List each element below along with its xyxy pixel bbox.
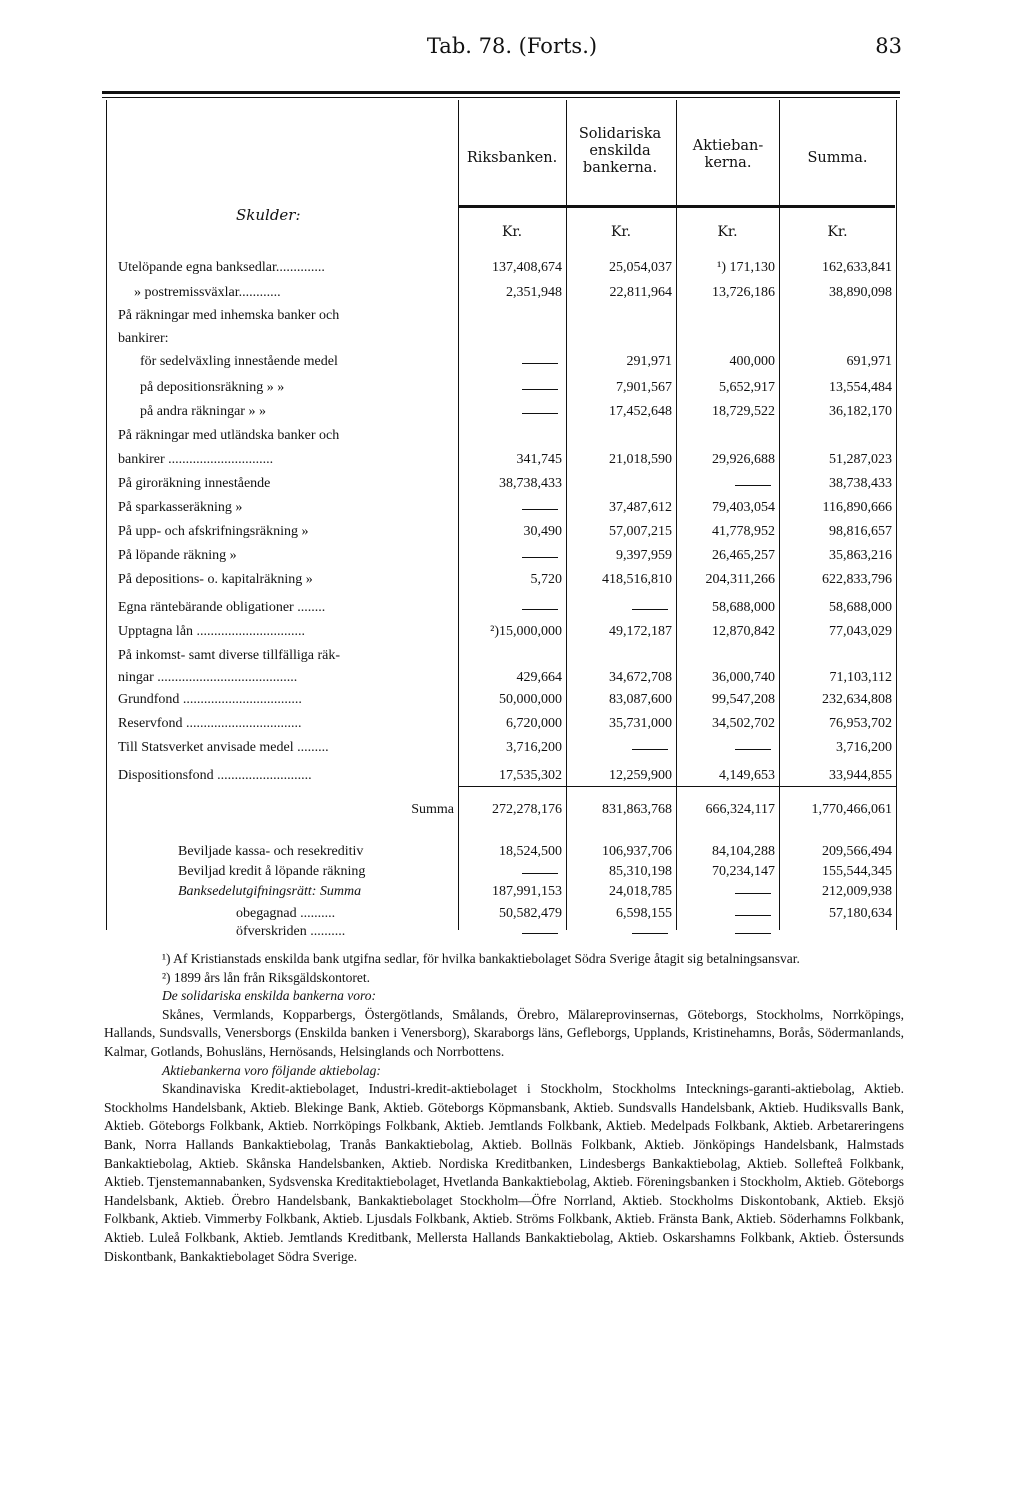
aktiebanker-list: Skandinaviska Kredit-aktiebolaget, Industri-kredit-aktiebolaget i Stockholm, Stockholms Intecknings-garanti-aktiebolag, Aktieb. Stockholms Handelsbank, Aktieb. Blekinge Bank, Aktieb. Göteborgs Köpmansbank, Aktieb. Sundsvalls Handelsbank, Aktieb. Hudiksvalls Bank, Aktieb. Göteborgs Folkbank, Aktieb. Norrköpings Folkbank, Aktieb. Jemtlands Folkbank, Aktieb. Medelpads Folkbank, Aktieb. Arbetareringens Bank, Norra Hallands Bankaktiebolag, Tranås Bankaktiebolag, Aktieb. Bollnäs Folkbank, Aktieb. Jönköpings Handelsbank, Halmstads Bankaktiebolag, Aktieb. Skånska Handelsbanken, Aktieb. Nordiska Kreditbanken, Lindesbergs Bankaktiebolag, Aktieb. Sollefteå Folkbank, Aktieb. Tjenstemannabanken, Sydsvenska Kreditaktiebolaget, Hvetlanda Bankaktiebolag, Aktieb. Föreningsbanken i Stockholm, Aktieb. Göteborgs Handelsbank, Aktieb. Örebro Handelsbank, Bankaktiebolaget Stockholm—Öfre Norrland, Aktieb. Stockholms Diskontobank, Aktieb. Eksjö Folkbank, Aktieb. Vimmerby Folkbank, Aktieb. Ljusdals Folkbank, Aktieb. Ströms Folkbank, Aktieb. Fränsta Bank, Aktieb. Söderhamns Folkbank, Aktieb. Luleå Folkbank, Aktieb. Jemtlands Kreditbank, Mellersta Hallands Bankaktiebolag, Aktieb. Oskarshamns Folkbank, Aktieb. Östersunds Diskontbank, Bankaktiebolaget Södra Sverige.: [104, 1081, 904, 1264]
cell-value: 418,516,810: [602, 572, 672, 587]
cell-value: 137,408,674: [492, 260, 562, 275]
row-label: på andra räkningar » »: [140, 404, 266, 419]
cell-value: 2,351,948: [506, 285, 562, 300]
empty-cell-dash: [522, 363, 558, 364]
row-label: På räkningar med utländska banker och: [118, 428, 340, 443]
row-label: Egna räntebärande obligationer ........: [118, 600, 326, 615]
solidariska-heading: De solidariska enskilda bankerna voro:: [162, 988, 376, 1004]
cell-value: 49,172,187: [609, 624, 672, 639]
cell-value: 77,043,029: [829, 624, 892, 639]
row-label: öfverskriden ..........: [236, 924, 346, 939]
row-label: Banksedelutgifningsrätt: Summa: [178, 884, 362, 899]
cell-value: 17,535,302: [499, 768, 562, 783]
top-rule: [102, 91, 900, 94]
row-label: bankirer ..............................: [118, 452, 274, 467]
cell-value: 58,688,000: [712, 600, 775, 615]
left-border: [106, 100, 107, 930]
cell-value: 13,554,484: [829, 380, 892, 395]
currency-label: Kr.: [501, 224, 523, 240]
empty-cell-dash: [735, 915, 771, 916]
row-label: Upptagna lån ...............................: [118, 624, 306, 639]
empty-cell-dash: [522, 413, 558, 414]
cell-value: 5,720: [530, 572, 562, 587]
row-label: På löpande räkning »: [118, 548, 237, 563]
empty-cell-dash: [735, 933, 771, 934]
cell-value: 291,971: [626, 354, 672, 369]
row-label: bankirer:: [118, 331, 169, 346]
cell-value: 34,502,702: [712, 716, 775, 731]
cell-value: 18,524,500: [499, 844, 562, 859]
currency-label: Kr.: [827, 224, 848, 240]
cell-value: 162,633,841: [822, 260, 892, 275]
row-label: På sparkasseräkning »: [118, 500, 243, 515]
cell-value: 232,634,808: [822, 692, 892, 707]
row-label: Reservfond .................................: [118, 716, 302, 731]
cell-value: 18,729,522: [712, 404, 775, 419]
row-label: Till Statsverket anvisade medel .........: [118, 740, 329, 755]
cell-value: 99,547,208: [712, 692, 775, 707]
currency-label: Kr.: [717, 224, 738, 240]
cell-value: 83,087,600: [609, 692, 672, 707]
cell-value: 36,182,170: [829, 404, 892, 419]
cell-value: 204,311,266: [705, 572, 775, 587]
cell-value: 622,833,796: [822, 572, 892, 587]
cell-value: 36,000,740: [712, 670, 775, 685]
cell-value: 22,811,964: [609, 285, 672, 300]
cell-value: 38,738,433: [499, 476, 562, 491]
cell-value: 38,890,098: [829, 285, 892, 300]
empty-cell-dash: [632, 933, 668, 934]
cell-value: 116,890,666: [822, 500, 892, 515]
row-label: På inkomst- samt diverse tillfälliga räk-: [118, 648, 341, 663]
cell-value: 35,863,216: [829, 548, 892, 563]
cell-value: 6,598,155: [616, 906, 672, 921]
empty-cell-dash: [632, 609, 668, 610]
cell-value: 85,310,198: [609, 864, 672, 879]
cell-value: 212,009,938: [822, 884, 892, 899]
cell-value: 13,726,186: [712, 285, 775, 300]
cell-value: 84,104,288: [712, 844, 775, 859]
col-header-solidariska: Solidariska enskilda bankerna.: [578, 126, 662, 176]
row-label: Beviljad kredit å löpande räkning: [178, 864, 366, 879]
row-label: Dispositionsfond ...........................: [118, 768, 312, 783]
cell-value: 33,944,855: [829, 768, 892, 783]
col-header-summa: Summa.: [807, 150, 868, 166]
empty-cell-dash: [522, 933, 558, 934]
cell-value: 30,490: [523, 524, 562, 539]
solidariska-list: Skånes, Vermlands, Kopparbergs, Östergötlands, Smålands, Örebro, Mälareprovinsernas, Göteborgs, Stockholms, Norrköpings, Hallands, Sundsvalls, Venersborgs (Enskilda banken i Venersborg), Skaraborgs läns, Gefleborgs, Upplands, Kristinehamns, Borås, Södermanlands, Kalmar, Gotlands, Bohusläns, Hernösands, Helsinglands och Norrbottens.: [104, 1006, 904, 1059]
cell-value: 50,582,479: [499, 906, 562, 921]
col-header-riksbanken: Riksbanken.: [466, 150, 558, 166]
empty-cell-dash: [735, 893, 771, 894]
cell-value: 9,397,959: [616, 548, 672, 563]
empty-cell-dash: [735, 485, 771, 486]
cell-value: 41,778,952: [712, 524, 775, 539]
cell-value: 5,652,917: [719, 380, 775, 395]
footnote-1: ¹) Af Kristianstads enskilda bank utgifna sedlar, för hvilka bankaktiebolaget Södra Sverige åtagit sig betalningsansvar.: [162, 951, 800, 966]
cell-value: 24,018,785: [609, 884, 672, 899]
cell-value: 691,971: [846, 354, 892, 369]
footnote-2: ²) 1899 års lån från Riksgäldskontoret.: [162, 969, 371, 985]
page-header: [0, 34, 1024, 64]
cell-value: 26,465,257: [712, 548, 775, 563]
row-label: för sedelväxling innestående medel: [140, 354, 338, 369]
row-label: På depositions- o. kapitalräkning »: [118, 572, 313, 587]
table-title: Tab. 78. (Forts.): [426, 34, 598, 58]
section-label: Skulder:: [236, 206, 301, 224]
summa-value: 1,770,466,061: [811, 802, 892, 817]
cell-value: 29,926,688: [712, 452, 775, 467]
cell-value: 400,000: [729, 354, 775, 369]
empty-cell-dash: [632, 749, 668, 750]
empty-cell-dash: [522, 389, 558, 390]
top-rule-thin: [102, 97, 900, 98]
currency-label: Kr.: [610, 224, 632, 240]
cell-value: 3,716,200: [836, 740, 892, 755]
cell-value: 209,566,494: [822, 844, 892, 859]
cell-value: ¹) 171,130: [717, 260, 775, 275]
row-label: På upp- och afskrifningsräkning »: [118, 524, 309, 539]
cell-value: 35,731,000: [609, 716, 672, 731]
empty-cell-dash: [522, 557, 558, 558]
cell-value: 21,018,590: [609, 452, 672, 467]
cell-value: 3,716,200: [506, 740, 562, 755]
cell-value: 12,870,842: [712, 624, 775, 639]
sum-rule: [458, 786, 896, 787]
cell-value: 34,672,708: [609, 670, 672, 685]
cell-value: 70,234,147: [712, 864, 775, 879]
cell-value: ²)15,000,000: [490, 624, 562, 639]
summa-value: 666,324,117: [705, 802, 775, 817]
row-label: På räkningar med inhemska banker och: [118, 308, 340, 323]
cell-value: 155,544,345: [822, 864, 892, 879]
right-border: [896, 100, 897, 930]
row-label: på depositionsräkning » »: [140, 380, 285, 395]
row-label: På giroräkning innestående: [118, 476, 271, 491]
cell-value: 37,487,612: [609, 500, 672, 515]
cell-value: 50,000,000: [499, 692, 562, 707]
summa-value: 272,278,176: [492, 802, 562, 817]
page-number: 83: [875, 34, 902, 58]
empty-cell-dash: [735, 749, 771, 750]
cell-value: 4,149,653: [719, 768, 775, 783]
cell-value: 79,403,054: [712, 500, 775, 515]
cell-value: 429,664: [516, 670, 562, 685]
cell-value: 7,901,567: [616, 380, 672, 395]
cell-value: 38,738,433: [829, 476, 892, 491]
cell-value: 51,287,023: [829, 452, 892, 467]
row-label: Utelöpande egna banksedlar..............: [118, 260, 325, 275]
cell-value: 341,745: [516, 452, 562, 467]
cell-value: 57,180,634: [829, 906, 892, 921]
empty-cell-dash: [522, 873, 558, 874]
cell-value: 106,937,706: [602, 844, 672, 859]
aktiebanker-heading: Aktiebankerna voro följande aktiebolag:: [162, 1062, 381, 1078]
empty-cell-dash: [522, 609, 558, 610]
cell-value: 187,991,153: [492, 884, 562, 899]
summa-label: Summa: [411, 802, 454, 817]
empty-cell-dash: [522, 509, 558, 510]
cell-value: 25,054,037: [609, 260, 672, 275]
row-label: ningar ........................................: [118, 670, 298, 685]
cell-value: 98,816,657: [829, 524, 892, 539]
cell-value: 71,103,112: [829, 670, 892, 685]
cell-value: 57,007,215: [609, 524, 672, 539]
summa-value: 831,863,768: [602, 802, 672, 817]
cell-value: 12,259,900: [609, 768, 672, 783]
row-label: Grundfond ..................................: [118, 692, 302, 707]
footnotes: [104, 950, 904, 1266]
cell-value: 17,452,648: [609, 404, 672, 419]
header-rule: [458, 205, 895, 208]
row-label: obegagnad ..........: [236, 906, 336, 921]
cell-value: 76,953,702: [829, 716, 892, 731]
cell-value: 58,688,000: [829, 600, 892, 615]
col-header-aktiebankerna: Aktieban- kerna.: [692, 138, 764, 171]
row-label: » postremissväxlar............: [134, 285, 281, 300]
cell-value: 6,720,000: [506, 716, 562, 731]
row-label: Beviljade kassa- och resekreditiv: [178, 844, 364, 859]
